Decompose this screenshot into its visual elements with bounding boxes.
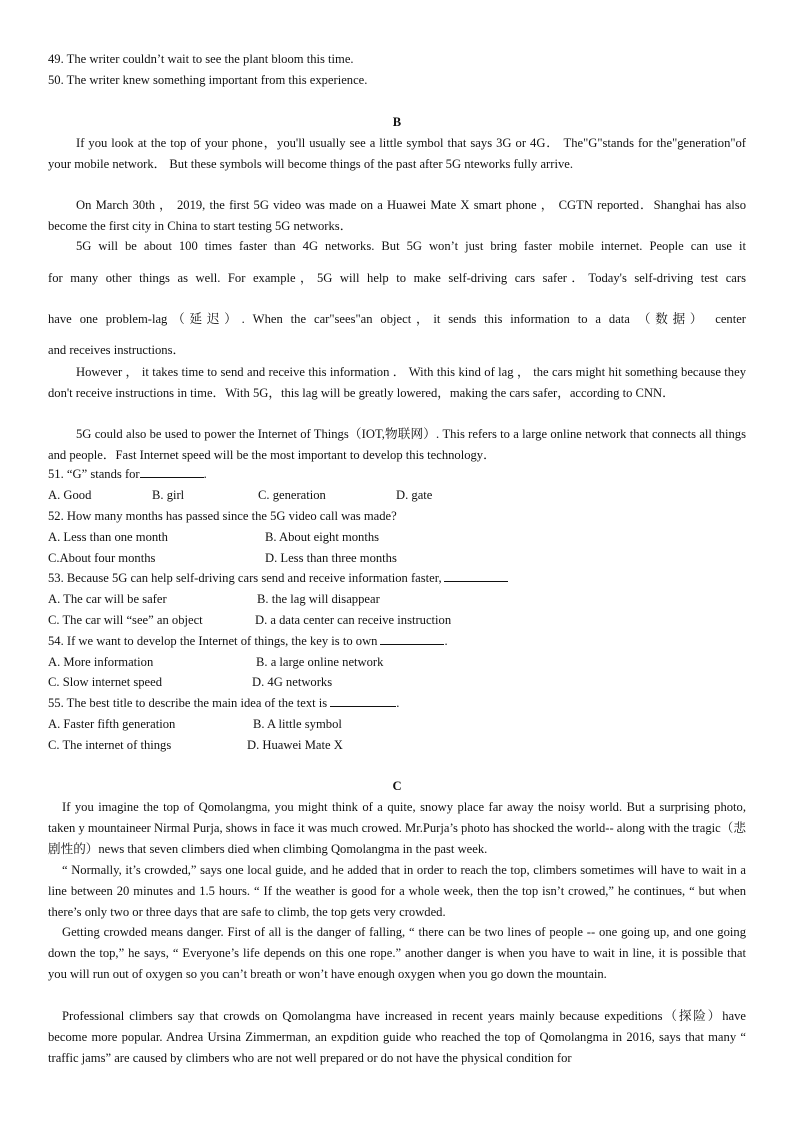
- q51-option-c: C. generation: [258, 488, 326, 502]
- question-54-stem: 54. If we want to develop the Internet of things, the key is to own .: [48, 634, 448, 648]
- section-b-heading: B: [392, 115, 402, 129]
- question-51-stem: 51. “G” stands for .: [48, 467, 207, 481]
- q54-option-d: D. 4G networks: [252, 675, 333, 689]
- section-b-paragraph-3-line-3: have one problem-lag（延迟）. When the car"sees"an object，it sends this information to a data （数据） center: [48, 312, 746, 326]
- section-c-paragraph-1: If you imagine the top of Qomolangma, you might think of a quite, snowy place far away the noisy world. But a surprising photo, taken y mountaineer Nirmal Purja, shows in face it was much crowed. Mr.Purja’s photo has shocked the world-- along with the tragic（悲剧性的）news that seven climbers died when climbing Qomolangma in the past week.: [48, 800, 746, 856]
- q52-option-b: B. About eight months: [265, 530, 380, 544]
- q53-option-d: D. a data center can receive instruction: [255, 613, 452, 627]
- q51-option-b: B. girl: [152, 488, 185, 502]
- q52-option-d: D. Less than three months: [265, 551, 397, 565]
- q54-option-c: C. Slow internet speed: [48, 675, 163, 689]
- q51-option-d: D. gate: [396, 488, 433, 502]
- section-c-paragraph-2: “ Normally, it’s crowded,” says one local guide, and he added that in order to reach the top, climbers sometimes will have to wait in a line between 20 minutes and 1.5 hours. “ If the weather is good for a whole week, then the top isn’t crowed,” he continues, “ but when there’s only two or three days that are safe to climb, the top gets very crowded.: [48, 863, 746, 919]
- answer-blank: [380, 633, 444, 645]
- question-49: 49. The writer couldn’t wait to see the plant bloom this time.: [48, 52, 354, 66]
- question-50: 50. The writer knew something important from this experience.: [48, 73, 368, 87]
- answer-blank: [140, 466, 204, 478]
- section-b-paragraph-3-line-2: for many other things as well. For example，5G will help to make self-driving cars safer．Today's self-driving test cars: [48, 271, 746, 285]
- q53-option-b: B. the lag will disappear: [257, 592, 380, 606]
- section-c-paragraph-4: Professional climbers say that crowds on Qomolangma have increased in recent years mainly because expeditions（探险）have become more popular. Andrea Ursina Zimmerman, an expdition guide who reached the top of Qomolangma in 2016, says that many “ traffic jams” are caused by climbers who are not well prepared or do not have the physical condition for: [48, 1009, 746, 1065]
- q55-option-d: D. Huawei Mate X: [247, 738, 343, 752]
- section-c-paragraph-3: Getting crowded means danger. First of all is the danger of falling, “ there can be two lines of people -- one going up, and one going down the top,” he says, “ Everyone’s life depends on this one rope.” another danger is when you have to wait in line, it is possible that you will run out of oxygen so you can’t breath or won’t have enough oxygen when you go down the mountain.: [48, 925, 746, 981]
- section-b-paragraph-2: On March 30th ， 2019, the first 5G video was made on a Huawei Mate X smart phone ， CGTN reported．Shanghai has also become the first city in China to start testing 5G networks．: [48, 198, 746, 233]
- q55-option-a: A. Faster fifth generation: [48, 717, 176, 731]
- section-b-paragraph-3-line-4: and receives instructions．: [48, 343, 186, 357]
- question-52-stem: 52. How many months has passed since the 5G video call was made?: [48, 509, 397, 523]
- question-53-stem: 53. Because 5G can help self-driving cars send and receive information faster,: [48, 570, 508, 586]
- q55-option-c: C. The internet of things: [48, 738, 172, 752]
- q53-option-c: C. The car will “see” an object: [48, 613, 203, 627]
- section-c-heading: C: [392, 779, 402, 793]
- question-55-stem: 55. The best title to describe the main idea of the text is .: [48, 696, 400, 710]
- q55-option-b: B. A little symbol: [253, 717, 342, 731]
- answer-blank: [330, 695, 396, 707]
- answer-blank: [444, 570, 508, 582]
- q53-option-a: A. The car will be safer: [48, 592, 167, 606]
- section-b-paragraph-3-line-1: 5G will be about 100 times faster than 4G networks. But 5G won’t just bring faster mobile internet. People can use it: [76, 239, 746, 253]
- q51-option-a: A. Good: [48, 488, 92, 502]
- q52-option-c: C.About four months: [48, 551, 156, 565]
- q54-option-b: B. a large online network: [256, 655, 384, 669]
- section-b-paragraph-1: If you look at the top of your phone，you'll usually see a little symbol that says 3G or 4G． The"G"stands for the"generation"of your mobile network． But these symbols will become things of the past after 5G nteworks fully arrive.: [48, 136, 746, 171]
- q54-option-a: A. More information: [48, 655, 154, 669]
- q52-option-a: A. Less than one month: [48, 530, 168, 544]
- section-b-paragraph-4: However ， it takes time to send and receive this information ． With this kind of lag ， the cars might hit something because they don't receive instructions in time．With 5G，this lag will be greatly lowered，making the cars safer，according to CNN．: [48, 365, 746, 400]
- section-b-paragraph-5: 5G could also be used to power the Internet of Things（IOT,物联网）. This refers to a large online network that connects all things and people．Fast Internet speed will be the most important to develop this technology．: [48, 427, 746, 462]
